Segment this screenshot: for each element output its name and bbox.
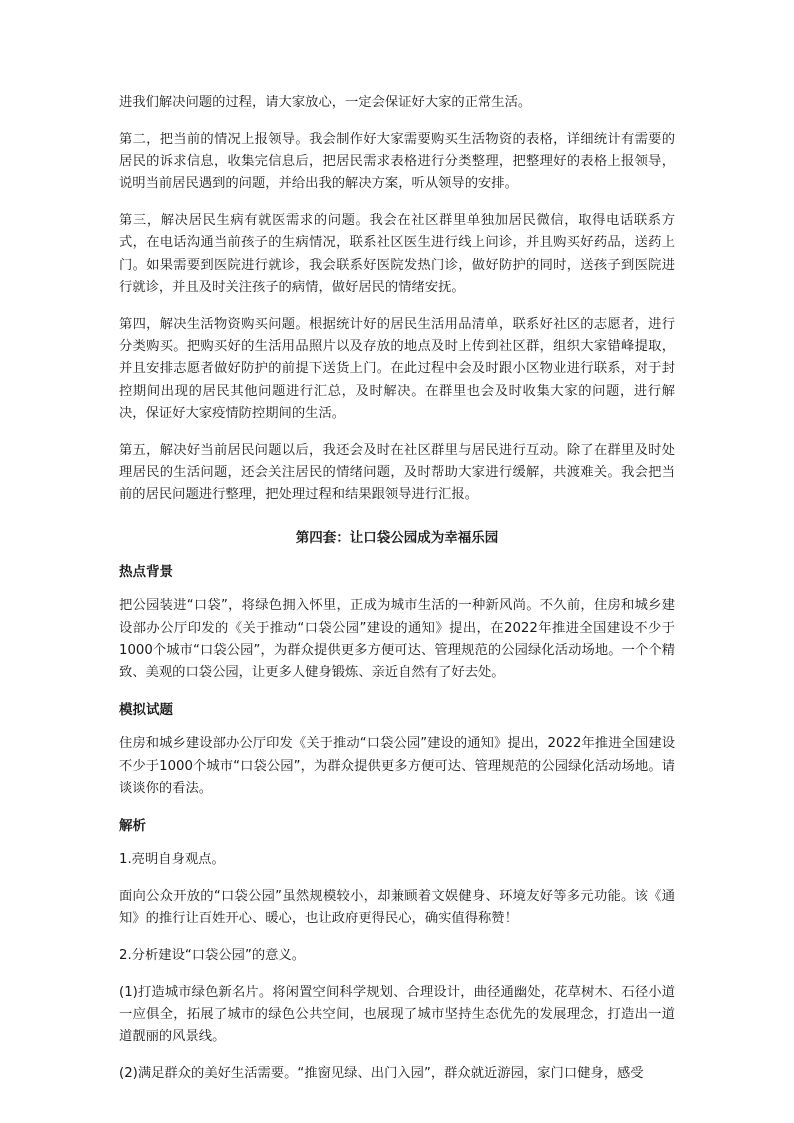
analysis-heading: 解析 [119,817,146,834]
document-page [119,92,675,1100]
paragraph: 第四，解决生活物资购买问题。根据统计好的居民生活用品清单，联系好社区的志愿者，进行分类购买。把购买好的生活用品照片以及存放的地点及时上传到社区群，组织大家错峰提取，并且安排志愿者做好防护的前提下送货上门。在此过程中会及时跟小区物业进行联系，对于封控期间出现的居民其他问题进行汇总，及时解决。在群里也会及时收集大家的问题，进行解决，保证好大家疫情防控期间的生活。 [119,316,675,422]
hot-background-text: 把公园装进“口袋”，将绿色拥入怀里，正成为城市生活的一种新风尚。不久前，住房和城乡建设部办公厅印发的《关于推动“口袋公园”建设的通知》提出，在2022年推进全国建设不少于1000个城市“口袋公园”，为群众提供更多方便可达、管理规范的公园绿化活动场地。一个个精致、美观的口袋公园，让更多人健身锻炼、亲近自然有了好去处。 [119,598,675,681]
mock-question-text: 住房和城乡建设部办公厅印发《关于推动“口袋公园”建设的通知》提出，2022年推进全国建设不少于1000个城市“口袋公园”，为群众提供更多方便可达、管理规范的公园绿化活动场地。请谈谈你的看法。 [119,736,675,796]
analysis-paragraph: (1)打造城市绿色新名片。将闲置空间科学规划、合理设计，曲径通幽处，花草树木、石径小道一应俱全，拓展了城市的绿色公共空间，也展现了城市坚持生态优先的发展理念，打造出一道道靓丽的风景线。 [119,984,675,1045]
analysis-paragraph: 2.分析建设“口袋公园”的意义。 [119,947,306,963]
analysis-paragraph: 1.亮明自身观点。 [119,852,225,868]
section-title: 第四套：让口袋公园成为幸福乐园 [295,529,499,546]
analysis-paragraph: 面向公众开放的“口袋公园”虽然规模较小，却兼顾着文娱健身、环境友好等多元功能。该《通知》的推行让百姓开心、暖心，也让政府更得民心，确实值得称赞！ [119,888,675,927]
analysis-paragraph: (2)满足群众的美好生活需要。“推窗见绿、出门入园”，群众就近游园，家门口健身，感受 [119,1066,644,1082]
paragraph: 第二，把当前的情况上报领导。我会制作好大家需要购买生活物资的表格，详细统计有需要的居民的诉求信息，收集完信息后，把居民需求表格进行分类整理，把整理好的表格上报领导，说明当前居民遇到的问题，并给出我的解决方案，听从领导的安排。 [119,131,675,192]
paragraph: 进我们解决问题的过程，请大家放心，一定会保证好大家的正常生活。 [119,95,532,110]
mock-question-heading: 模拟试题 [119,702,173,719]
paragraph: 第五，解决好当前居民问题以后，我还会及时在社区群里与居民进行互动。除了在群里及时处理居民的生活问题，还会关注居民的情绪问题，及时帮助大家进行缓解，共渡难关。我会把当前的居民问题进行整理，把处理过程和结果跟领导进行汇报。 [119,442,675,503]
hot-background-heading: 热点背景 [119,564,173,581]
paragraph: 第三，解决居民生病有就医需求的问题。我会在社区群里单独加居民微信，取得电话联系方式，在电话沟通当前孩子的生病情况，联系社区医生进行线上问诊，并且购买好药品，送药上门。如果需要到医院进行就诊，我会联系好医院发热门诊，做好防护的同时，送孩子到医院进行就诊，并且及时关注孩子的病情，做好居民的情绪安抚。 [119,213,675,296]
